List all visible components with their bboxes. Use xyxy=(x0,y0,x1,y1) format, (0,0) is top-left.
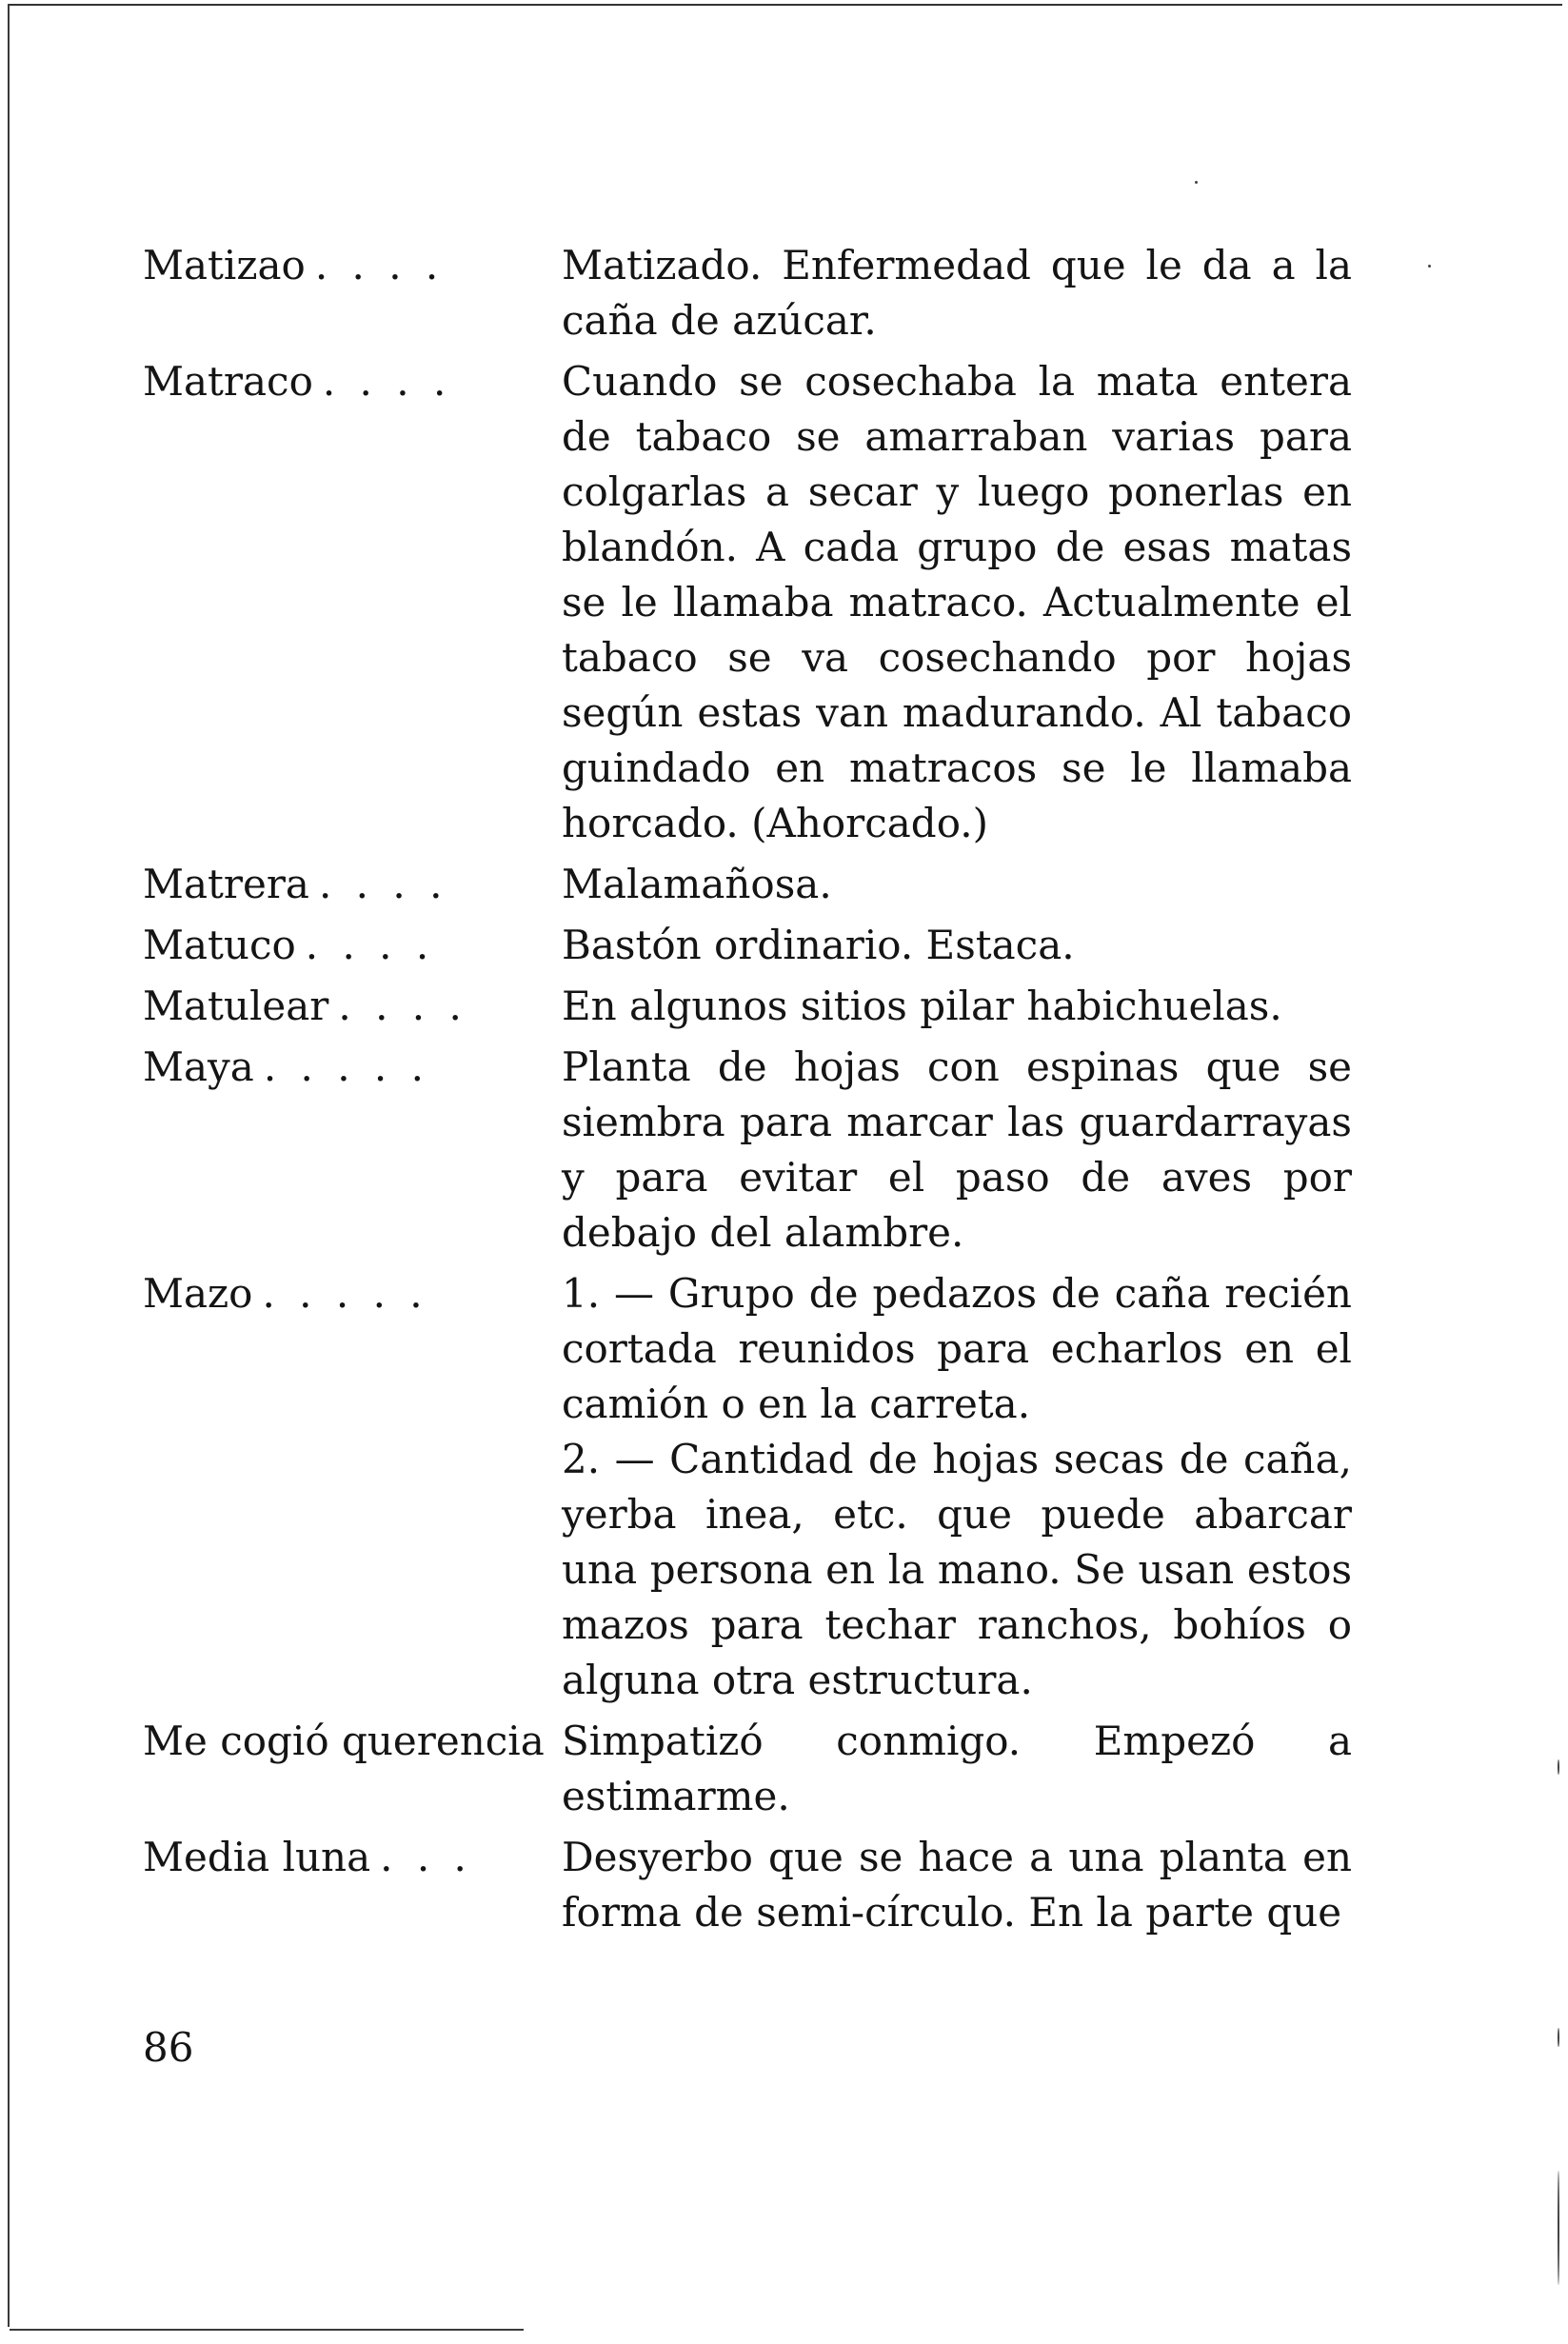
glossary-list xyxy=(143,238,1352,1946)
scan-speck xyxy=(1428,265,1431,268)
glossary-term: Mazo xyxy=(143,1270,253,1317)
term-cell xyxy=(143,1040,562,1095)
definition-paragraph: 1. — Grupo de pedazos de caña recién cortada reunidos para echarlos en el camión o en la carreta. xyxy=(562,1270,1352,1427)
definition-paragraph: Cuando se cosechaba la mata entera de tabaco se amarraban varias para colgarlas a secar y luego ponerlas en blandón. A cada grupo de esas matas se le llamaba matraco. Actualmente el tabaco se va cosechando por hojas según estas van madurando. Al tabaco guindado en matracos se le llamaba horcado. (Ahorcado.) xyxy=(562,358,1352,846)
definition-paragraph: Desyerbo que se hace a una planta en forma de semi-círculo. En la parte que xyxy=(562,1834,1352,1936)
page-border-bottom xyxy=(10,2329,524,2331)
term-cell xyxy=(143,979,562,1034)
glossary-definition xyxy=(562,918,1352,973)
definition-paragraph: Bastón ordinario. Estaca. xyxy=(562,922,1075,968)
dot-leader: . . . xyxy=(380,1834,472,1880)
definition-paragraph: En algunos sitios pilar habichuelas. xyxy=(562,983,1282,1029)
dot-leader: . . . . xyxy=(318,861,448,907)
glossary-entry xyxy=(143,354,1352,851)
term-cell xyxy=(143,1266,562,1321)
dot-leader: . . . . xyxy=(305,922,435,968)
page-number: 86 xyxy=(143,2024,194,2071)
glossary-definition xyxy=(562,1266,1352,1708)
glossary-entry xyxy=(143,1040,1352,1261)
term-cell xyxy=(143,354,562,409)
definition-paragraph: 2. — Cantidad de hojas secas de caña, yerba inea, etc. que puede abarcar una persona en la mano. Se usan estos mazos para techar ranchos, bohíos o alguna otra estructura. xyxy=(562,1436,1352,1703)
glossary-definition xyxy=(562,1714,1352,1824)
glossary-term: Maya xyxy=(143,1043,254,1090)
page-border-top xyxy=(8,4,1562,6)
term-cell xyxy=(143,1830,562,1885)
glossary-entry xyxy=(143,918,1352,973)
scan-speck xyxy=(1195,181,1198,184)
term-cell xyxy=(143,857,562,912)
glossary-definition xyxy=(562,354,1352,851)
dot-leader: . . . . xyxy=(322,358,452,405)
glossary-entry xyxy=(143,1830,1352,1940)
term-cell xyxy=(143,1714,562,1769)
glossary-term: Matulear xyxy=(143,983,329,1029)
glossary-entry xyxy=(143,1266,1352,1708)
scan-speck xyxy=(1558,2028,1559,2047)
glossary-definition xyxy=(562,238,1352,348)
glossary-term: Me cogió querencia xyxy=(143,1718,545,1764)
dot-leader: . . . . . xyxy=(263,1043,429,1090)
definition-paragraph: Planta de hojas con espinas que se siembra para marcar las guardarrayas y para evitar el paso de aves por debajo del alambre. xyxy=(562,1043,1352,1256)
dot-leader: . . . . xyxy=(338,983,467,1029)
dot-leader: . . . . xyxy=(314,242,445,288)
term-cell xyxy=(143,918,562,973)
scan-speck xyxy=(1558,2171,1559,2285)
glossary-entry xyxy=(143,857,1352,912)
glossary-definition xyxy=(562,857,1352,912)
glossary-term: Matrera xyxy=(143,861,309,907)
glossary-entry xyxy=(143,1714,1352,1824)
glossary-entry xyxy=(143,979,1352,1034)
scan-speck xyxy=(1558,1759,1559,1775)
glossary-term: Matuco xyxy=(143,922,296,968)
glossary-term: Matraco xyxy=(143,358,313,405)
glossary-definition xyxy=(562,1040,1352,1261)
definition-paragraph: Matizado. Enfermedad que le da a la caña de azúcar. xyxy=(562,242,1352,344)
term-cell xyxy=(143,238,562,293)
definition-paragraph: Malamañosa. xyxy=(562,861,832,907)
glossary-definition xyxy=(562,1830,1352,1940)
glossary-entry xyxy=(143,238,1352,348)
definition-paragraph: Simpatizó conmigo. Empezó a estimarme. xyxy=(562,1718,1352,1819)
glossary-term: Matizao xyxy=(143,242,306,288)
dot-leader: . . . . . xyxy=(262,1270,428,1317)
glossary-definition xyxy=(562,979,1352,1034)
page-border-left xyxy=(8,4,10,2327)
glossary-term: Media luna xyxy=(143,1834,371,1880)
